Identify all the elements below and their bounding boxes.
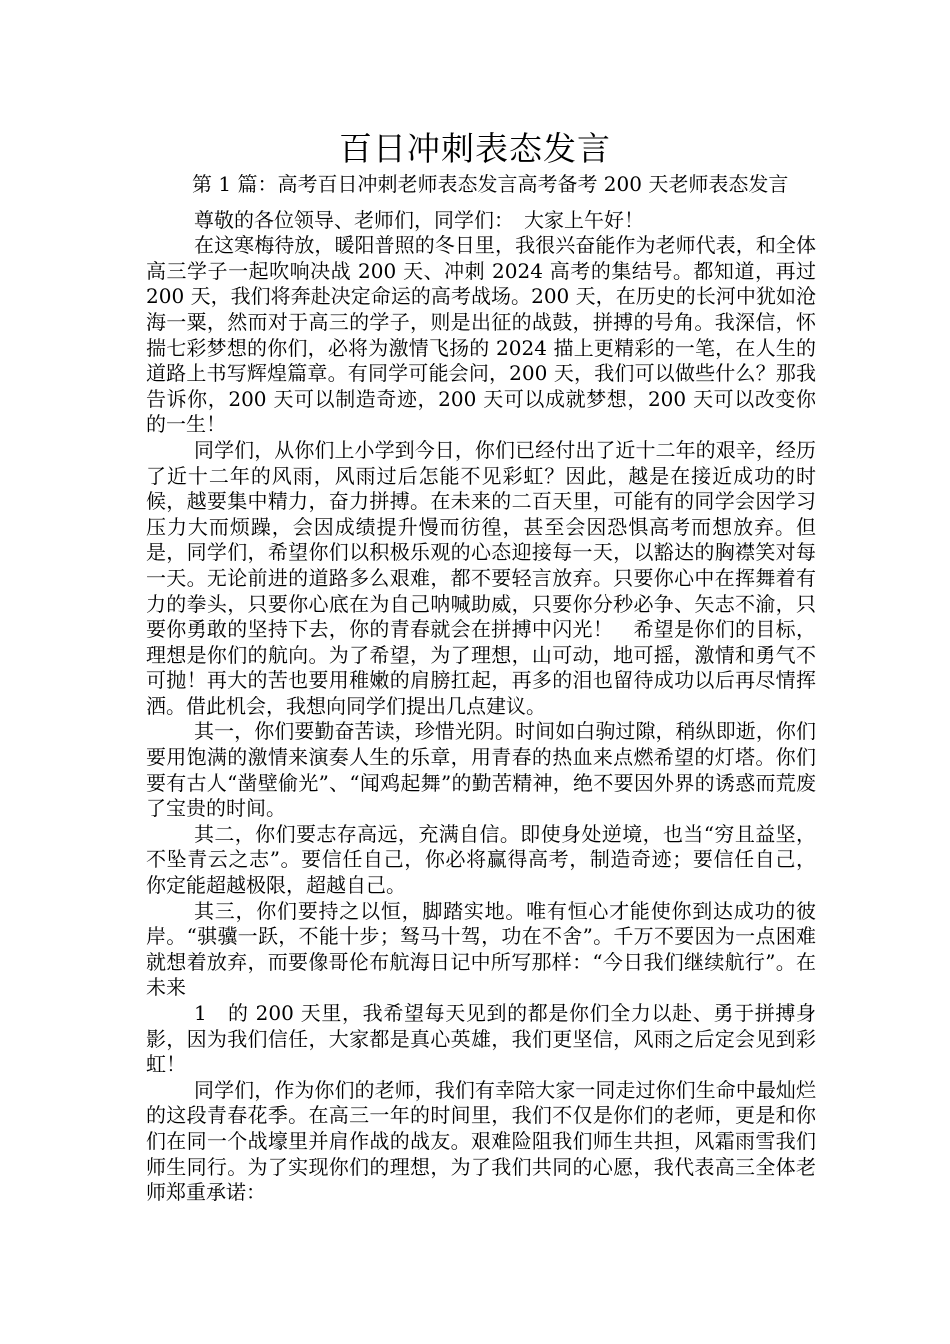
- document-body: [146, 172, 816, 1206]
- paragraph: 同学们，从你们上小学到今日，你们已经付出了近十二年的艰辛，经历了近十二年的风雨，风雨过后怎能不见彩虹？因此，越是在接近成功的时候，越要集中精力，奋力拼搏。在未来的二百天里，可能有的同学会因学习压力大而烦躁，会因成绩提升慢而彷徨，甚至会因恐惧高考而想放弃。但是，同学们，希望你们以积极乐观的心态迎接每一天，以豁达的胸襟笑对每一天。无论前进的道路多么艰难，都不要轻言放弃。只要你心中在挥舞着有力的拳头，只要你心底在为自己呐喊助威，只要你分秒必争、矢志不渝，只要你勇敢的坚持下去，你的青春就会在拼搏中闪光！ 希望是你们的目标，理想是你们的航向。为了希望，为了理想，山可动，地可摇，激情和勇气不可抛！再大的苦也要用稚嫩的肩膀扛起，再多的泪也留待成功以后再尽情挥洒。借此机会，我想向同学们提出几点建议。: [146, 437, 816, 718]
- paragraph: 1 的 200 天里，我希望每天见到的都是你们全力以赴、勇于拼搏身影，因为我们信任，大家都是真心英雄，我们更坚信，风雨之后定会见到彩虹！: [146, 1001, 816, 1077]
- paragraph: 其二，你们要志存高远，充满自信。即使身处逆境，也当“穷且益坚，不坠青云之志”。要信任自己，你必将赢得高考，制造奇迹；要信任自己，你定能超越极限，超越自己。: [146, 821, 816, 898]
- paragraph: 其三，你们要持之以恒，脚踏实地。唯有恒心才能使你到达成功的彼岸。“骐骥一跃，不能十步；驽马十驾，功在不舍”。千万不要因为一点困难就想着放弃，而要像哥伦布航海日记中所写那样：“今日我们继续航行”。在未来: [146, 898, 816, 1000]
- paragraph: 同学们，作为你们的老师，我们有幸陪大家一同走过你们生命中最灿烂的这段青春花季。在高三一年的时间里，我们不仅是你们的老师，更是和你们在同一个战壕里并肩作战的战友。艰难险阻我们师生共担，风霜雨雪我们师生同行。为了实现你们的理想，为了我们共同的心愿，我代表高三全体老师郑重承诺：: [146, 1077, 816, 1205]
- document-subtitle: 第 1 篇：高考百日冲刺老师表态发言高考备考 200 天老师表态发言: [192, 172, 789, 196]
- paragraph: 其一，你们要勤奋苦读，珍惜光阴。时间如白驹过隙，稍纵即逝，你们要用饱满的激情来演奏人生的乐章，用青春的热血来点燃希望的灯塔。你们要有古人“凿壁偷光”、“闻鸡起舞”的勤苦精神，绝不要因外界的诱惑而荒废了宝贵的时间。: [146, 719, 816, 821]
- paragraph-greeting: 尊敬的各位领导、老师们，同学们： 大家上午好！: [194, 207, 644, 232]
- paragraph: 在这寒梅待放，暖阳普照的冬日里，我很兴奋能作为老师代表，和全体高三学子一起吹响决战 200 天、冲刺 2024 高考的集结号。都知道，再过 200 天，我们将奔赴决定命运的高考战场。200 天，在历史的长河中犹如沧海一粟，然而对于高三的学子，则是出征的战鼓，拼搏的号角。我深信，怀揣七彩梦想的你们，必将为激情飞扬的 2024 描上更精彩的一笔，在人生的道路上书写辉煌篇章。有同学可能会问，200 天，我们可以做些什么？那我告诉你，200 天可以制造奇迹，200 天可以成就梦想，200 天可以改变你的一生！: [146, 233, 816, 437]
- page-title: 百日冲刺表态发言: [339, 129, 611, 168]
